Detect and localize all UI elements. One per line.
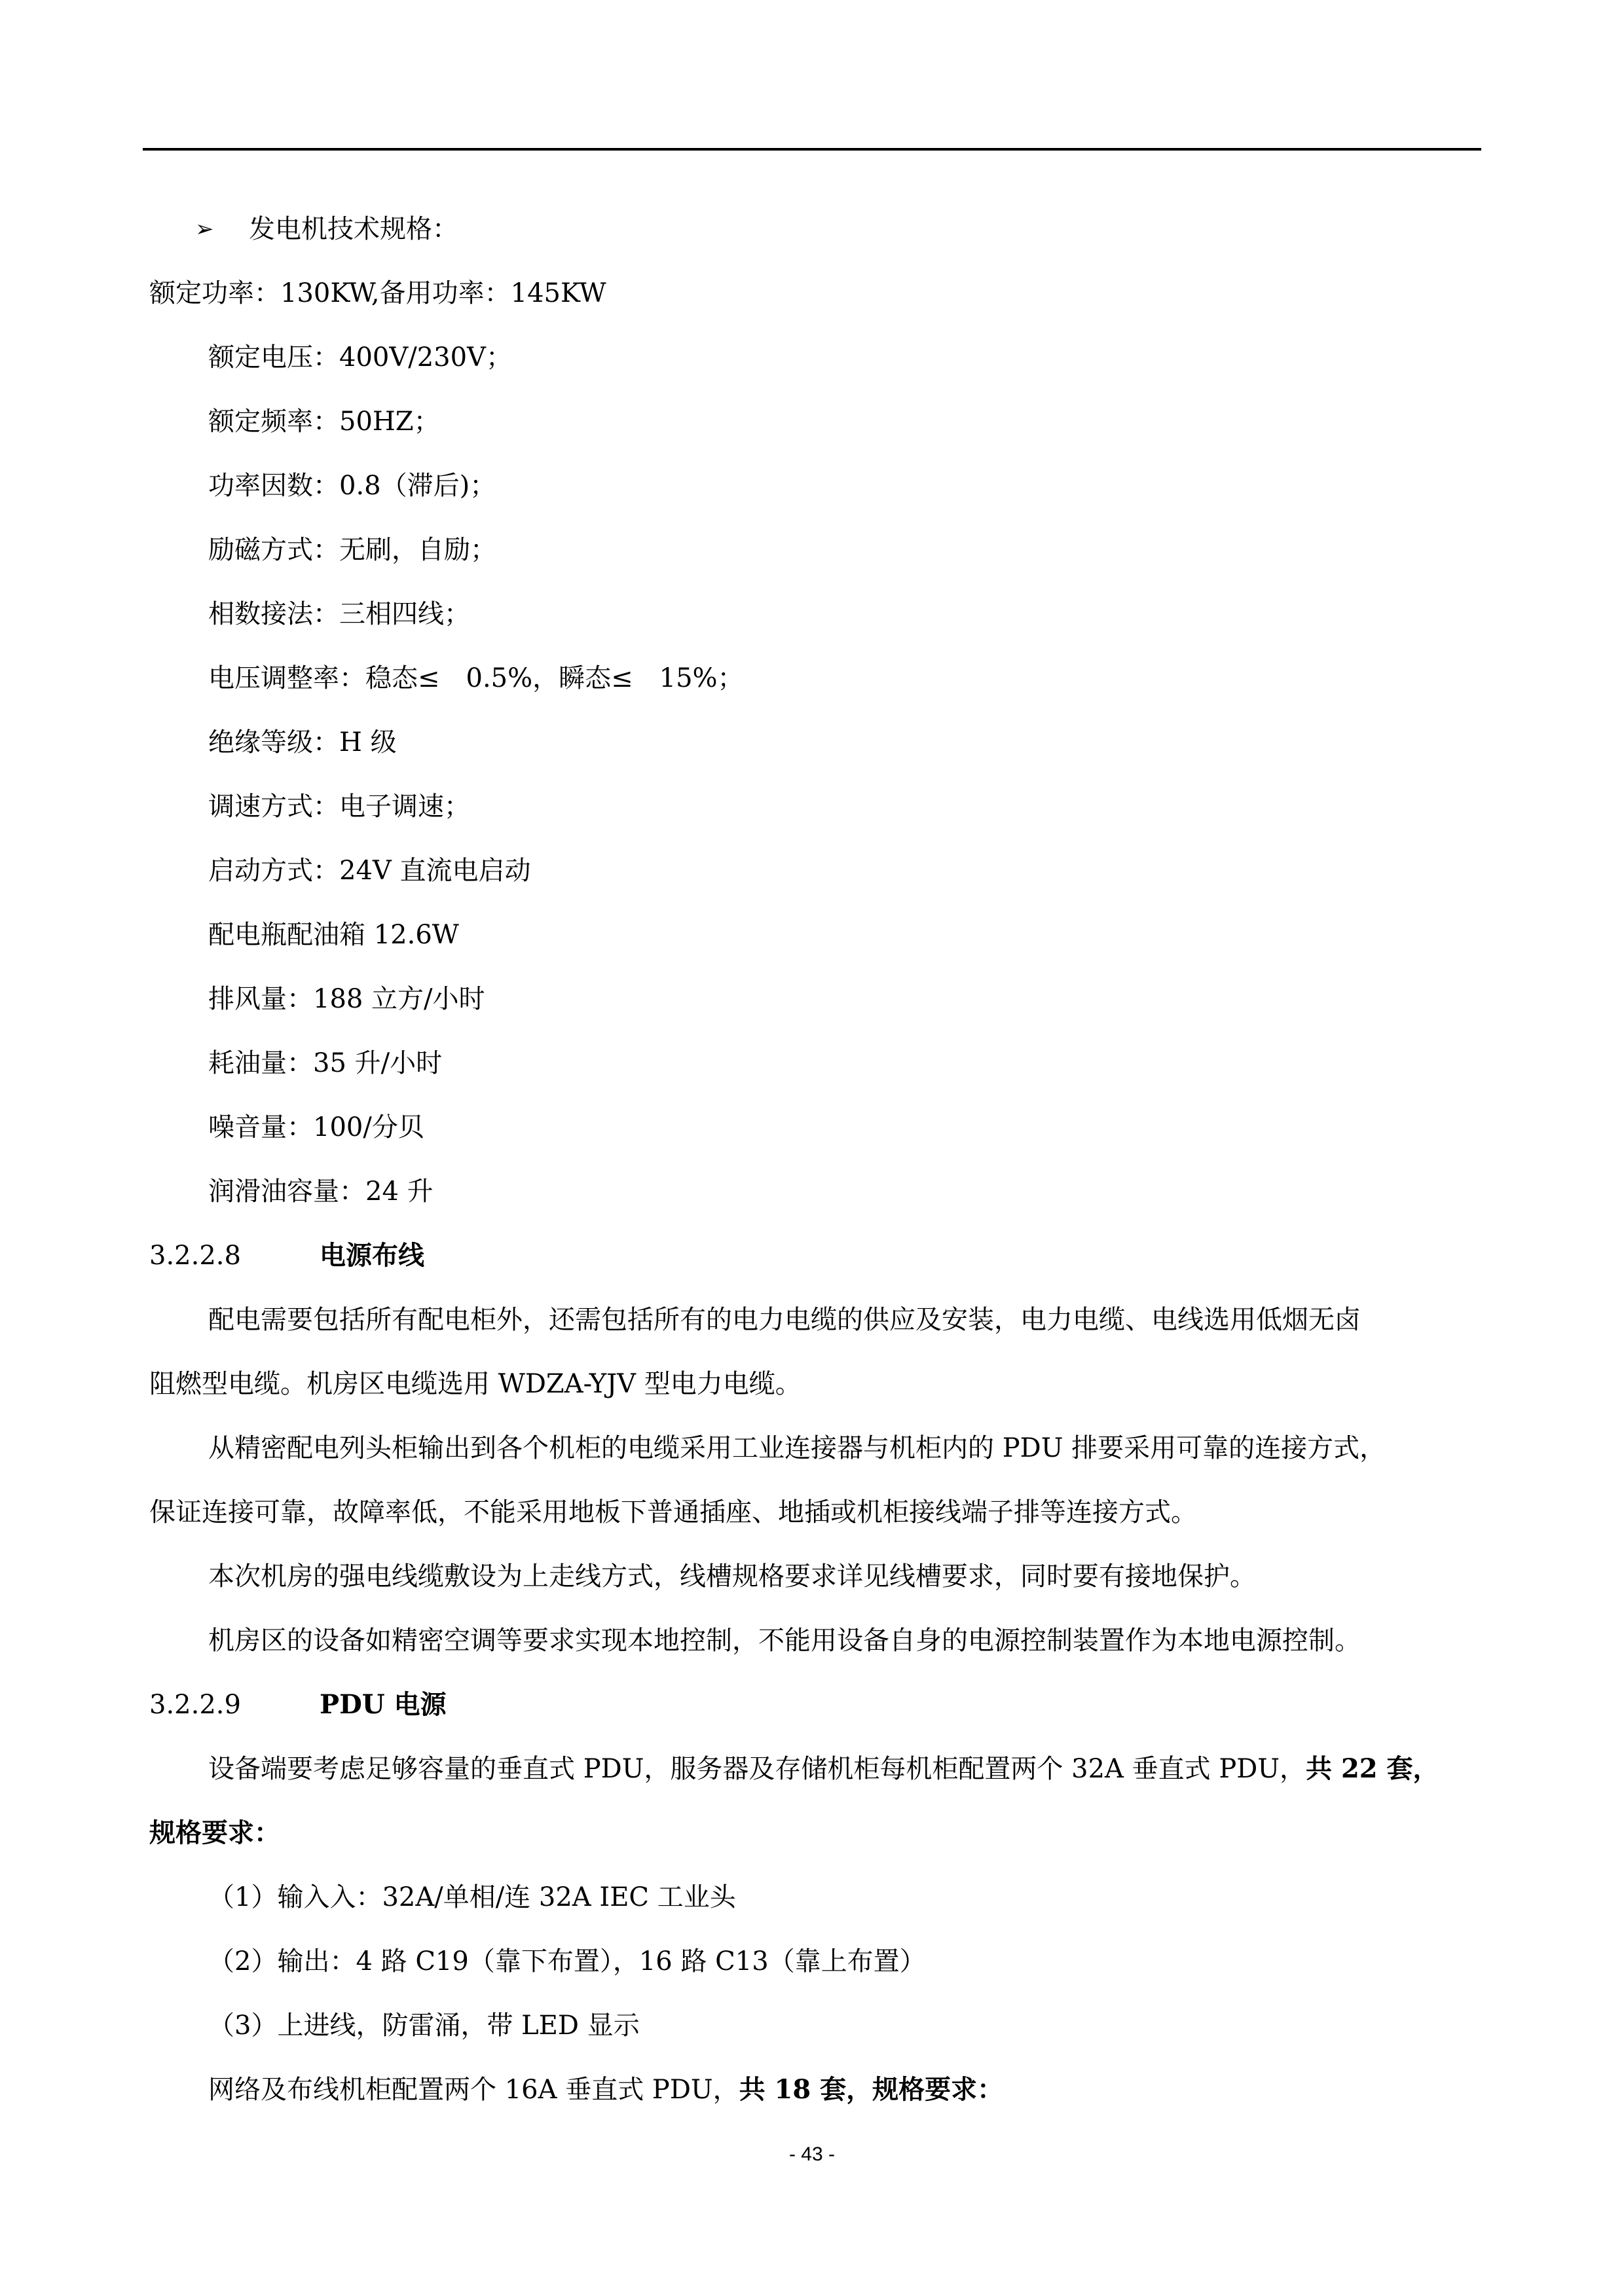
spec-line: 耗油量：35 升/小时 (208, 1048, 443, 1078)
paragraph-text: 网络及布线机柜配置两个 16A 垂直式 PDU， (208, 2075, 739, 2105)
list-item: （1）输入入：32A/单相/连 32A IEC 工业头 (208, 1882, 736, 1912)
spec-line: 电压调整率：稳态≤ 0.5%，瞬态≤ 15%； (208, 663, 744, 693)
section-title: PDU 电源 (320, 1689, 447, 1720)
paragraph-line: 配电需要包括所有配电柜外，还需包括所有的电力电缆的供应及安装，电力电缆、电线选用低烟无卤 (208, 1305, 1361, 1335)
section-heading-3229 (149, 1689, 447, 1721)
paragraph-line: 从精密配电列头柜输出到各个机柜的电缆采用工业连接器与机柜内的 PDU 排要采用可靠的连接方式， (208, 1433, 1386, 1463)
paragraph-text: 设备端要考虑足够容量的垂直式 PDU，服务器及存储机柜每机柜配置两个 32A 垂直式 PDU， (208, 1754, 1306, 1784)
paragraph-line: 阻燃型电缆。机房区电缆选用 WDZA-YJV 型电力电缆。 (149, 1369, 802, 1399)
page-number: - 43 - (788, 2143, 836, 2165)
header-rule (143, 148, 1481, 151)
spec-line: 相数接法：三相四线； (208, 599, 470, 629)
section-number: 3.2.2.8 (149, 1241, 241, 1271)
arrow-bullet-icon: ➢ (195, 216, 214, 242)
generator-spec-heading: 发电机技术规格： (249, 214, 458, 244)
spec-line: 调速方式：电子调速； (208, 792, 470, 822)
paragraph-line: 保证连接可靠，故障率低，不能采用地板下普通插座、地插或机柜接线端子排等连接方式。 (149, 1497, 1197, 1527)
spec-line: 额定功率：130KW,备用功率：145KW (149, 278, 606, 308)
spec-line: 功率因数：0.8（滞后)； (208, 471, 496, 501)
paragraph-emphasis: 共 22 套， (1306, 1753, 1439, 1784)
spec-line: 励磁方式：无刷，自励； (208, 535, 496, 565)
spec-line: 润滑油容量：24 升 (208, 1176, 434, 1207)
spec-line: 配电瓶配油箱 12.6W (208, 920, 459, 950)
spec-line: 额定频率：50HZ； (208, 407, 440, 437)
paragraph-line: 本次机房的强电线缆敷设为上走线方式，线槽规格要求详见线槽要求，同时要有接地保护。 (208, 1561, 1256, 1592)
spec-line: 噪音量：100/分贝 (208, 1112, 424, 1142)
section-number: 3.2.2.9 (149, 1690, 241, 1720)
spec-line: 启动方式：24V 直流电启动 (208, 856, 531, 886)
paragraph-emphasis: 规格要求： (149, 1817, 280, 1848)
paragraph-line: 机房区的设备如精密空调等要求实现本地控制，不能用设备自身的电源控制装置作为本地电源控制。 (208, 1626, 1361, 1656)
list-item: （3）上进线，防雷涌，带 LED 显示 (208, 2011, 640, 2041)
spec-line: 排风量：188 立方/小时 (208, 984, 485, 1014)
spec-line: 绝缘等级：H 级 (208, 727, 397, 757)
section-heading-3228 (149, 1240, 424, 1271)
spec-line: 额定电压：400V/230V； (208, 342, 512, 373)
paragraph-line (208, 1753, 1439, 1785)
paragraph-line (208, 2074, 1003, 2105)
list-item: （2）输出：4 路 C19（靠下布置），16 路 C13（靠上布置） (208, 1946, 926, 1977)
section-title: 电源布线 (320, 1240, 424, 1271)
paragraph-emphasis: 共 18 套，规格要求： (739, 2074, 1004, 2105)
